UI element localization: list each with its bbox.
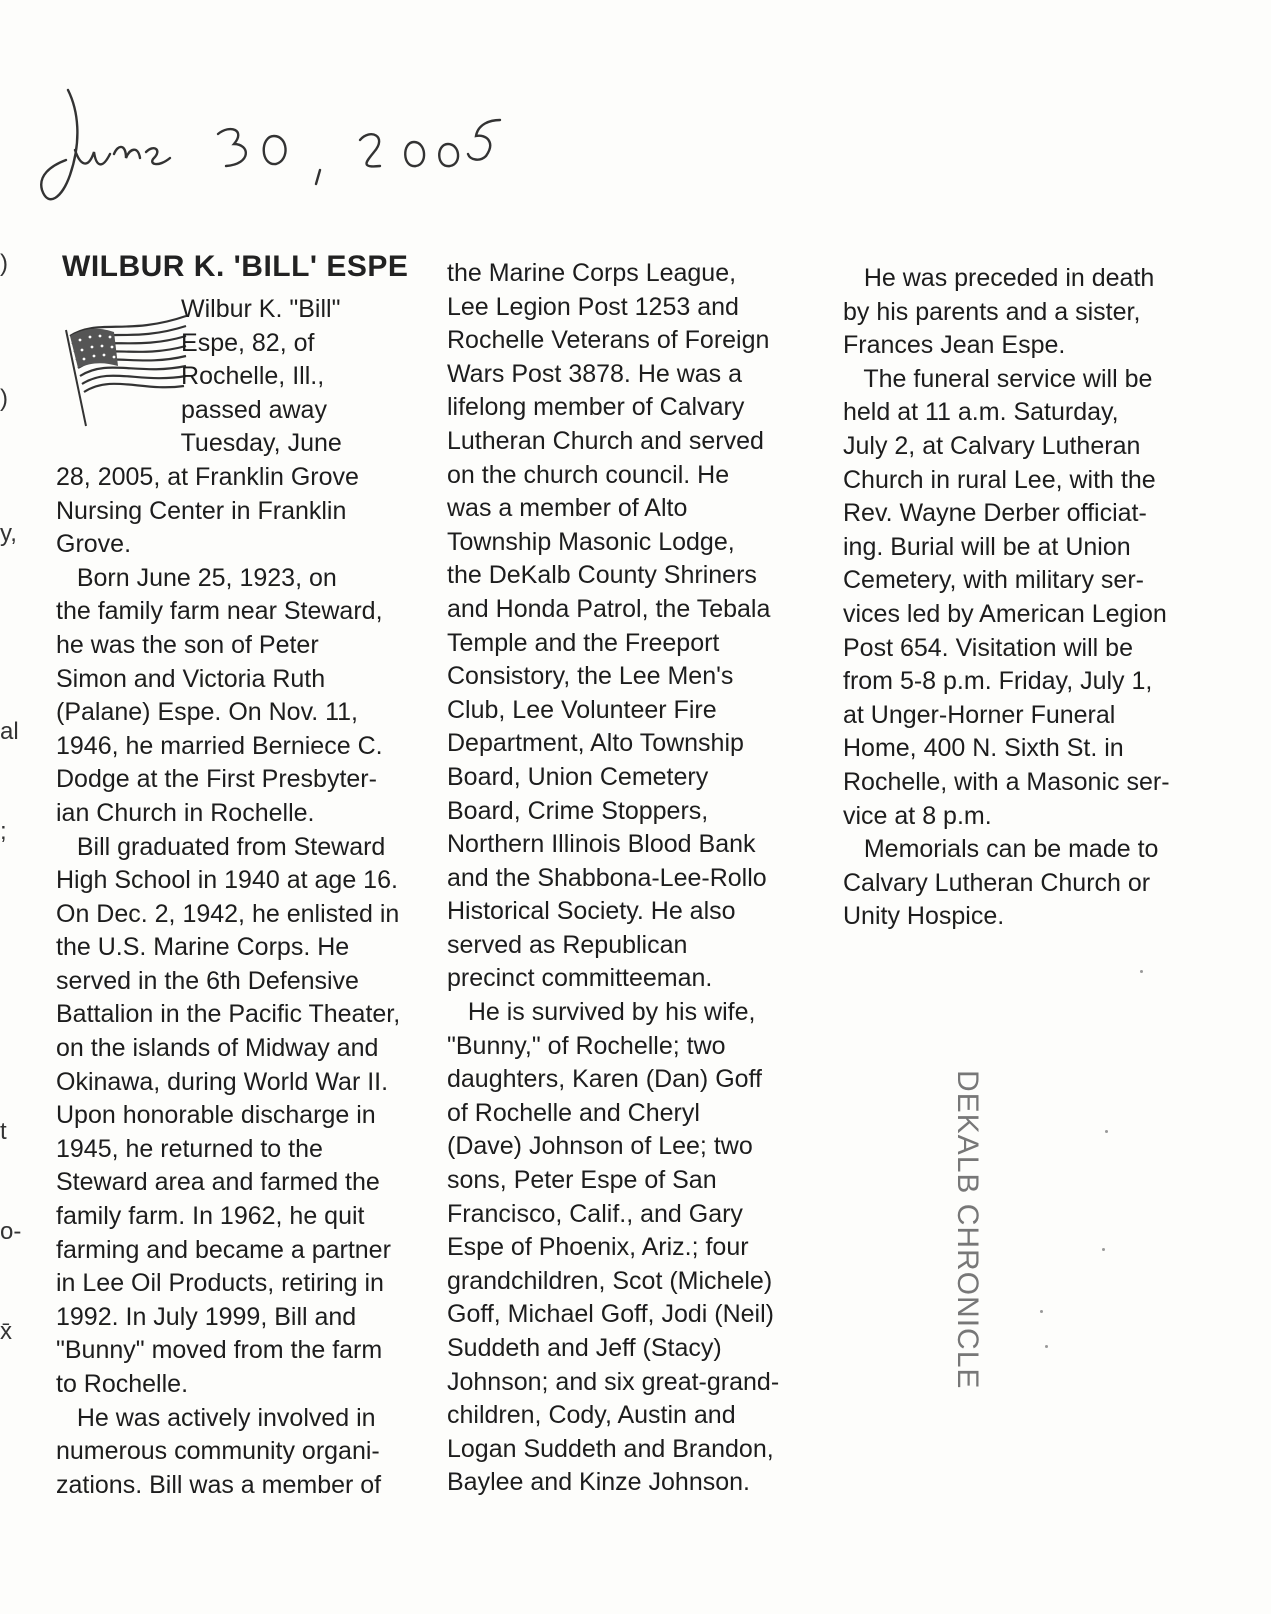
text-line: Francisco, Calif., and Gary [447, 1199, 743, 1228]
text-line: the Marine Corps League, [447, 259, 737, 287]
text-line: Church in rural Lee, with the [843, 465, 1156, 494]
newspaper-stamp: DEKALB CHRONICLE [951, 1070, 984, 1390]
scan-speck [1102, 1248, 1105, 1251]
margin-fragment: ) [0, 250, 8, 277]
text-line: Lee Legion Post 1253 and [447, 292, 739, 321]
text-line: ian Church in Rochelle. [56, 798, 315, 827]
text-line: Espe, 82, of [56, 328, 315, 357]
obituary-headline: WILBUR K. 'BILL' ESPE [62, 250, 409, 283]
text-line: was a member of Alto [447, 494, 688, 523]
text-line: Grove. [56, 530, 132, 559]
text-line: He is survived by his wife, [447, 998, 756, 1027]
text-line: Post 654. Visitation will be [843, 633, 1133, 662]
text-line: Department, Alto Township [447, 729, 744, 758]
text-line: Cemetery, with military ser- [843, 566, 1144, 595]
text-line: He was actively involved in [56, 1403, 376, 1432]
text-line: children, Cody, Austin and [447, 1401, 736, 1430]
handwritten-date [30, 80, 510, 230]
text-line: Baylee and Kinze Johnson. [447, 1468, 750, 1497]
text-line: July 2, at Calvary Lutheran [843, 431, 1141, 460]
scan-speck [1040, 1310, 1043, 1313]
text-line: Calvary Lutheran Church or [843, 868, 1151, 897]
text-line: High School in 1940 at age 16. [56, 866, 398, 895]
text-line: vice at 8 p.m. [843, 801, 992, 830]
text-line: Tuesday, June [56, 429, 342, 458]
text-line: Espe of Phoenix, Ariz.; four [447, 1233, 749, 1262]
text-line: Lutheran Church and served [447, 426, 764, 455]
text-line: 1946, he married Berniece C. [56, 731, 383, 760]
text-line: Unity Hospice. [843, 902, 1005, 931]
text-line: daughters, Karen (Dan) Goff [447, 1065, 762, 1094]
text-line: He was preceded in death [843, 264, 1155, 292]
text-line: The funeral service will be [843, 364, 1153, 393]
text-line: farming and became a partner [56, 1235, 391, 1264]
text-line: Simon and Victoria Ruth [56, 664, 326, 693]
text-line: held at 11 a.m. Saturday, [843, 398, 1119, 427]
text-line: "Bunny," of Rochelle; two [447, 1031, 726, 1060]
text-line: to Rochelle. [56, 1370, 189, 1398]
text-line: and Honda Patrol, the Tebala [447, 594, 771, 623]
text-line: the U.S. Marine Corps. He [56, 933, 350, 962]
text-line: precinct committeeman. [447, 964, 713, 993]
text-line: 1945, he returned to the [56, 1134, 323, 1163]
text-line: the family farm near Steward, [56, 597, 383, 626]
column-1 [56, 293, 426, 1502]
text-line: sons, Peter Espe of San [447, 1166, 717, 1195]
text-line: Temple and the Freeport [447, 628, 720, 657]
text-line: Steward area and farmed the [56, 1168, 380, 1197]
text-line: (Palane) Espe. On Nov. 11, [56, 698, 359, 727]
text-line: family farm. In 1962, he quit [56, 1202, 365, 1231]
text-line: Okinawa, during World War II. [56, 1067, 389, 1096]
text-line: vices led by American Legion [843, 599, 1167, 628]
text-line: (Dave) Johnson of Lee; two [447, 1132, 753, 1161]
text-line: Bill graduated from Steward [56, 832, 386, 861]
scan-speck [1045, 1345, 1048, 1348]
margin-fragment: ) [0, 385, 8, 412]
text-line: zations. Bill was a member of [56, 1470, 382, 1499]
text-line: 28, 2005, at Franklin Grove [56, 462, 359, 491]
text-line: Wars Post 3878. He was a [447, 359, 743, 388]
text-line: On Dec. 2, 1942, he enlisted in [56, 899, 400, 928]
text-line: Rochelle, with a Masonic ser- [843, 767, 1170, 796]
text-line: Upon honorable discharge in [56, 1101, 376, 1130]
margin-fragment: o- [0, 1218, 22, 1245]
text-line: "Bunny" moved from the farm [56, 1336, 383, 1365]
text-line: Born June 25, 1923, on [56, 563, 337, 592]
text-line: Historical Society. He also [447, 897, 736, 926]
text-line: in Lee Oil Products, retiring in [56, 1269, 384, 1298]
text-line: Nursing Center in Franklin [56, 496, 347, 525]
scan-speck [1140, 970, 1143, 973]
text-line: on the church council. He [447, 460, 730, 489]
text-line: lifelong member of Calvary [447, 393, 745, 422]
text-line: Board, Union Cemetery [447, 762, 709, 791]
text-line: served in the 6th Defensive [56, 966, 359, 995]
text-line: Logan Suddeth and Brandon, [447, 1434, 774, 1463]
text-line: ing. Burial will be at Union [843, 532, 1131, 561]
margin-fragment: y, [0, 520, 17, 547]
text-line: Rev. Wayne Derber officiat- [843, 499, 1147, 528]
text-line: and the Shabbona-Lee-Rollo [447, 863, 767, 892]
text-line: on the islands of Midway and [56, 1034, 379, 1063]
text-line: at Unger-Horner Funeral [843, 700, 1116, 729]
margin-fragment: ; [0, 818, 7, 845]
text-line: 1992. In July 1999, Bill and [56, 1302, 357, 1331]
scan-speck [1105, 1130, 1108, 1133]
text-line: Northern Illinois Blood Bank [447, 830, 756, 859]
text-line: served as Republican [447, 930, 688, 959]
text-line: Home, 400 N. Sixth St. in [843, 734, 1124, 763]
text-line: of Rochelle and Cheryl [447, 1098, 700, 1127]
margin-fragment: x̄ [0, 1318, 12, 1345]
text-line: Goff, Michael Goff, Jodi (Neil) [447, 1300, 774, 1329]
text-line: grandchildren, Scot (Michele) [447, 1266, 773, 1295]
text-line: Consistory, the Lee Men's [447, 662, 734, 691]
text-line: numerous community organi- [56, 1437, 380, 1466]
text-line: Board, Crime Stoppers, [447, 796, 709, 825]
text-line: passed away [56, 395, 327, 424]
text-line: Dodge at the First Presbyter- [56, 765, 377, 794]
text-line: Rochelle Veterans of Foreign [447, 326, 770, 355]
text-line: Battalion in the Pacific Theater, [56, 1000, 401, 1029]
text-line: Memorials can be made to [843, 835, 1159, 864]
text-line: Frances Jean Espe. [843, 331, 1066, 360]
text-line: Rochelle, Ill., [56, 362, 325, 391]
margin-fragment: t [0, 1118, 7, 1145]
text-line: from 5-8 p.m. Friday, July 1, [843, 667, 1153, 696]
text-line: he was the son of Peter [56, 630, 319, 659]
text-line: by his parents and a sister, [843, 297, 1141, 326]
column-3 [843, 262, 1213, 934]
text-line: Wilbur K. "Bill" [56, 295, 341, 323]
column-2 [447, 257, 817, 1500]
text-line: Club, Lee Volunteer Fire [447, 695, 717, 724]
text-line: Township Masonic Lodge, [447, 527, 735, 556]
text-line: Suddeth and Jeff (Stacy) [447, 1334, 722, 1362]
margin-fragment: al [0, 718, 19, 745]
text-line: the DeKalb County Shriners [447, 561, 757, 590]
text-line: Johnson; and six great-grand- [447, 1367, 780, 1396]
